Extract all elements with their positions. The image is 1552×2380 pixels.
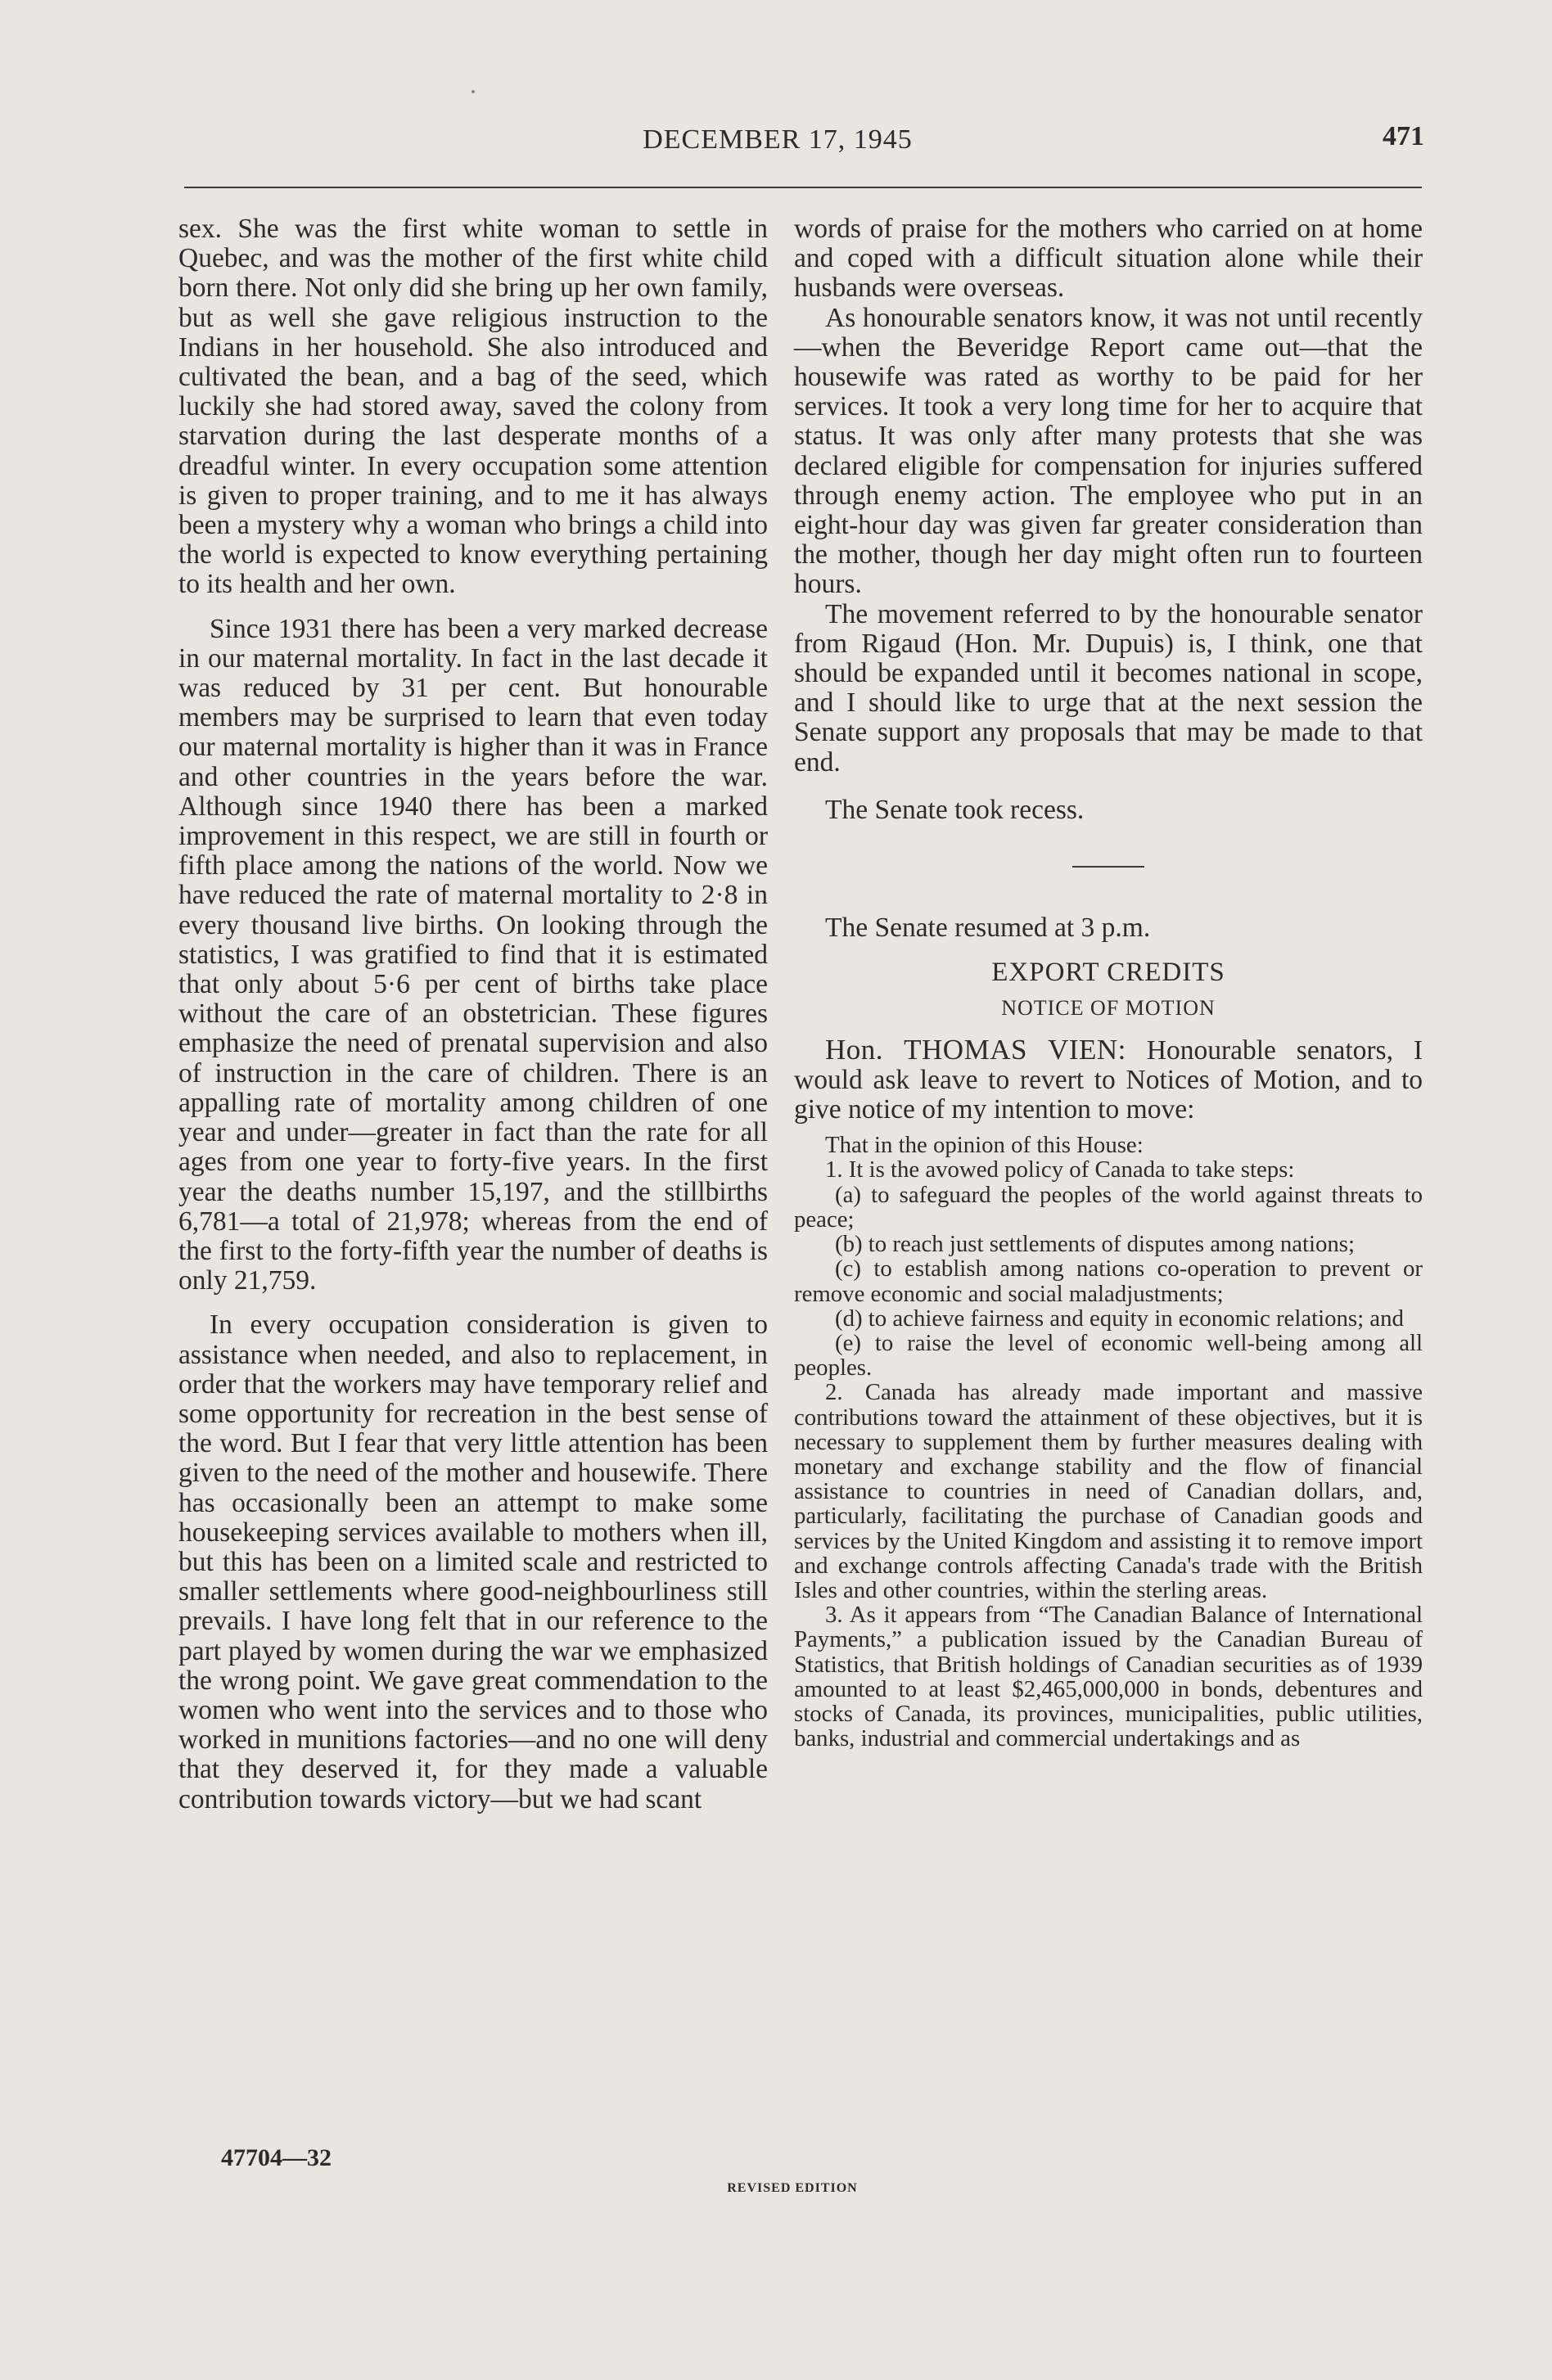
paragraph: As honourable senators know, it was not until recently—when the Beveridge Report came out—that the housewife was rated as worthy to be paid for her services. It took a very long time for her to acquire that status. It was only after many protests that she was declared eligible for compensation for injuries suffered through enemy action. The employee who put in an eight-hour day was given far greater consideration than the mother, though her day might often run to fourteen hours. xyxy=(794,302,1423,600)
motion-subitem: (e) to raise the level of economic well-being among all peoples. xyxy=(794,1329,1423,1382)
motion-subitem: (c) to establish among nations co-operation to prevent or remove economic and social maladjustments; xyxy=(794,1255,1423,1307)
print-speck xyxy=(471,90,475,93)
motion-subitem: (d) to achieve fairness and equity in economic relations; and xyxy=(835,1305,1404,1332)
motion-item: 1. It is the avowed policy of Canada to take steps: xyxy=(825,1156,1295,1183)
paragraph: words of praise for the mothers who carried on at home and coped with a difficult situation alone while their husbands were overseas. xyxy=(794,214,1423,304)
paragraph: sex. She was the first white woman to settle in Quebec, and was the mother of the first white child born there. Not only did she bring up her own family, but as well she gave religious instruction to the Indians in her household. She also introduced and cultivated the bean, and a bag of the seed, which luckily she had stored away, saved the colony from starvation during the last desperate months of a dreadful winter. In every occupation some attention is given to proper training, and to me it has always been a mystery why a woman who brings a child into the world is expected to know everything pertaining to its health and her own. xyxy=(178,214,768,600)
header-date: DECEMBER 17, 1945 xyxy=(643,124,913,155)
left-column xyxy=(178,214,768,1814)
speaker-name: Hon. THOMAS VIEN: xyxy=(825,1033,1126,1066)
motion-text xyxy=(794,1133,1423,1751)
motion-subitem: (a) to safeguard the peoples of the world against threats to peace; xyxy=(794,1181,1423,1233)
motion-item: 2. Canada has already made important and massive contributions toward the attainment of these objectives, but it is necessary to supplement them by further measures dealing with monetary and exchange stability and the flow of financial assistance to countries in need of Canadian dollars, and, particularly, facilitating the purchase of Canadian goods and services by the United Kingdom and assisting it to remove import and exchange controls affecting Canada's trade with the British Isles and other countries, within the sterling areas. xyxy=(794,1379,1423,1603)
speech-text: Honourable senators, I would ask leave to revert to Notices of Motion, and to give notice of my intention to move: xyxy=(794,1034,1423,1125)
section-heading: EXPORT CREDITS xyxy=(991,958,1225,988)
paragraph: The movement referred to by the honourable senator from Rigaud (Hon. Mr. Dupuis) is, I think, one that should be expanded until it becomes national in scope, and I should like to urge that at the next session the Senate support any proposals that may be made to that end. xyxy=(794,598,1423,778)
paragraph: In every occupation consideration is given to assistance when needed, and also to replacement, in order that the workers may have temporary relief and some opportunity for recreation in the best sense of the word. But I fear that very little attention has been given to the need of the mother and housewife. There has occasionally been an attempt to make some housekeeping services available to mothers when ill, but this has been on a limited scale and restricted to smaller settlements where good-neighbourliness still prevails. I have long felt that in our reference to the part played by women during the war we emphasized the wrong point. We gave great commendation to the women who went into the services and to those who worked in munitions factories—and no one will deny that they deserved it, for they made a valuable contribution towards victory—but we had scant xyxy=(178,1309,768,1814)
motion-item: 3. As it appears from “The Canadian Balance of International Payments,” a publication issued by the Canadian Bureau of Statistics, that British holdings of Canadian securities as of 1939 amounted to at least $2,465,000,000 in bonds, debentures and stocks of Canada, its provinces, municipalities, public utilities, banks, industrial and commercial undertakings and as xyxy=(794,1602,1423,1752)
header-rule xyxy=(184,187,1422,188)
section-divider xyxy=(1072,866,1144,868)
motion-intro: That in the opinion of this House: xyxy=(825,1132,1144,1159)
motion-subitem: (b) to reach just settlements of disputes among nations; xyxy=(835,1231,1356,1258)
edition-label: REVISED EDITION xyxy=(727,2181,858,2195)
recess-note: The Senate took recess. xyxy=(825,794,1085,825)
page-number: 471 xyxy=(1383,121,1424,151)
resumed-note: The Senate resumed at 3 p.m. xyxy=(825,913,1151,944)
speech-paragraph xyxy=(794,1035,1423,1125)
paragraph: Since 1931 there has been a very marked decrease in our maternal mortality. In fact in the last decade it was reduced by 31 per cent. But honourable members may be surprised to learn that even today our maternal mortality is higher than it was in France and other countries in the years before the war. Although since 1940 there has been a marked improvement in this respect, we are still in fourth or fifth place among the nations of the world. Now we have reduced the rate of maternal mortality to 2·8 in every thousand live births. On looking through the statistics, I was gratified to find that it is estimated that only about 5·6 per cent of births take place without the care of an obstetrician. These figures emphasize the need of prenatal supervision and also of instruction in the care of children. There is an appalling rate of mortality among children of one year and under—greater in fact than the rate for all ages from one year to forty-five years. In the first year the deaths number 15,197, and the stillbirths 6,781—a total of 21,978; whereas from the end of the first to the forty-fifth year the number of deaths is only 21,759. xyxy=(178,613,768,1296)
section-subheading: NOTICE OF MOTION xyxy=(1001,996,1216,1021)
right-column xyxy=(794,214,1423,1751)
printer-code: 47704—32 xyxy=(221,2144,332,2171)
